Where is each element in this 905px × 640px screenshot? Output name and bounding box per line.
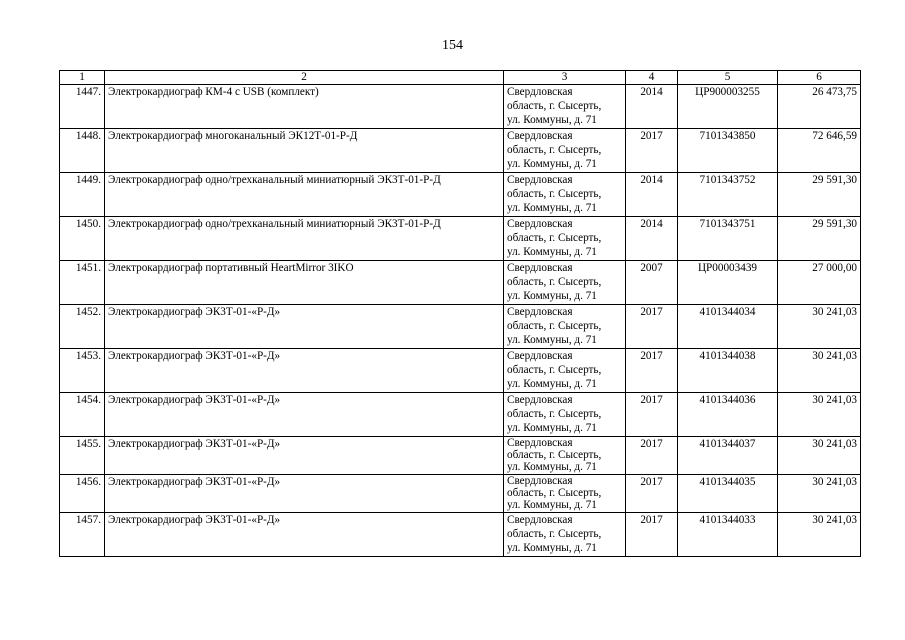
address-line: Свердловская	[507, 350, 573, 362]
item-name: Электрокардиограф одно/трехканальный миниатюрный ЭК3Т-01-Р-Д	[105, 173, 504, 217]
address-line: Свердловская	[507, 218, 573, 230]
item-name: Электрокардиограф одно/трехканальный миниатюрный ЭК3Т-01-Р-Д	[105, 217, 504, 261]
row-number: 1449.	[60, 173, 105, 217]
address-line: ул. Коммуны, д. 71	[507, 422, 597, 434]
address-line: ул. Коммуны, д. 71	[507, 290, 597, 302]
item-name: Электрокардиограф ЭК3Т-01-«Р-Д»	[105, 475, 504, 513]
item-year: 2014	[626, 173, 678, 217]
address-line: область, г. Сысерть,	[507, 100, 602, 112]
item-cost: 30 241,03	[778, 475, 861, 513]
item-inventory-number: 4101344034	[678, 305, 778, 349]
item-address	[504, 475, 626, 513]
item-cost: 29 591,30	[778, 217, 861, 261]
address-line: Свердловская	[507, 130, 573, 142]
item-cost: 30 241,03	[778, 437, 861, 475]
item-address	[504, 305, 626, 349]
row-number: 1456.	[60, 475, 105, 513]
address-line: область, г. Сысерть,	[507, 144, 602, 156]
column-header: 1	[60, 71, 105, 85]
table-row	[60, 305, 861, 349]
address-line: область, г. Сысерть,	[507, 188, 602, 200]
item-name: Электрокардиограф ЭК3Т-01-«Р-Д»	[105, 437, 504, 475]
item-inventory-number: 4101344035	[678, 475, 778, 513]
address-line: ул. Коммуны, д. 71	[507, 158, 597, 170]
item-address	[504, 261, 626, 305]
address-line: область, г. Сысерть,	[507, 487, 602, 499]
item-cost: 72 646,59	[778, 129, 861, 173]
address-line: Свердловская	[507, 86, 573, 98]
table-header-row	[60, 71, 861, 85]
table-row	[60, 475, 861, 513]
address-line: ул. Коммуны, д. 71	[507, 114, 597, 126]
item-address	[504, 349, 626, 393]
item-year: 2014	[626, 85, 678, 129]
column-header: 4	[626, 71, 678, 85]
item-address	[504, 129, 626, 173]
row-number: 1453.	[60, 349, 105, 393]
address-line: Свердловская	[507, 394, 573, 406]
column-header: 6	[778, 71, 861, 85]
address-line: ул. Коммуны, д. 71	[507, 499, 597, 511]
table-row	[60, 217, 861, 261]
item-address	[504, 393, 626, 437]
item-cost: 29 591,30	[778, 173, 861, 217]
item-year: 2007	[626, 261, 678, 305]
address-line: область, г. Сысерть,	[507, 408, 602, 420]
item-year: 2017	[626, 129, 678, 173]
table-row	[60, 173, 861, 217]
item-address	[504, 85, 626, 129]
address-line: Свердловская	[507, 437, 573, 449]
row-number: 1448.	[60, 129, 105, 173]
item-cost: 30 241,03	[778, 513, 861, 557]
table-row	[60, 85, 861, 129]
address-line: ул. Коммуны, д. 71	[507, 542, 597, 554]
item-name: Электрокардиограф ЭК3Т-01-«Р-Д»	[105, 349, 504, 393]
item-year: 2014	[626, 217, 678, 261]
column-header: 2	[105, 71, 504, 85]
address-line: ул. Коммуны, д. 71	[507, 334, 597, 346]
item-year: 2017	[626, 349, 678, 393]
row-number: 1451.	[60, 261, 105, 305]
table-row	[60, 393, 861, 437]
item-cost: 30 241,03	[778, 393, 861, 437]
item-name: Электрокардиограф ЭК3Т-01-«Р-Д»	[105, 305, 504, 349]
item-name: Электрокардиограф КМ-4 с USB (комплект)	[105, 85, 504, 129]
item-name: Электрокардиограф портативный HeartMirror 3IKO	[105, 261, 504, 305]
item-inventory-number: 4101344037	[678, 437, 778, 475]
address-line: Свердловская	[507, 306, 573, 318]
item-name: Электрокардиограф ЭК3Т-01-«Р-Д»	[105, 393, 504, 437]
address-line: Свердловская	[507, 475, 573, 487]
table-row	[60, 129, 861, 173]
address-line: ул. Коммуны, д. 71	[507, 378, 597, 390]
item-name: Электрокардиограф ЭК3Т-01-«Р-Д»	[105, 513, 504, 557]
item-year: 2017	[626, 305, 678, 349]
address-line: ул. Коммуны, д. 71	[507, 202, 597, 214]
item-cost: 27 000,00	[778, 261, 861, 305]
item-cost: 30 241,03	[778, 305, 861, 349]
address-line: Свердловская	[507, 262, 573, 274]
page-number: 154	[442, 38, 463, 53]
address-line: область, г. Сысерть,	[507, 364, 602, 376]
item-inventory-number: 7101343850	[678, 129, 778, 173]
item-inventory-number: 4101344036	[678, 393, 778, 437]
address-line: область, г. Сысерть,	[507, 449, 602, 461]
column-header: 5	[678, 71, 778, 85]
item-cost: 26 473,75	[778, 85, 861, 129]
item-address	[504, 437, 626, 475]
item-name: Электрокардиограф многоканальный ЭК12Т-01-Р-Д	[105, 129, 504, 173]
item-inventory-number: 7101343751	[678, 217, 778, 261]
item-year: 2017	[626, 393, 678, 437]
address-line: Свердловская	[507, 514, 573, 526]
address-line: область, г. Сысерть,	[507, 320, 602, 332]
item-inventory-number: 4101344038	[678, 349, 778, 393]
row-number: 1457.	[60, 513, 105, 557]
address-line: область, г. Сысерть,	[507, 232, 602, 244]
address-line: ул. Коммуны, д. 71	[507, 461, 597, 473]
row-number: 1450.	[60, 217, 105, 261]
item-year: 2017	[626, 475, 678, 513]
address-line: область, г. Сысерть,	[507, 528, 602, 540]
item-address	[504, 513, 626, 557]
row-number: 1452.	[60, 305, 105, 349]
item-cost: 30 241,03	[778, 349, 861, 393]
item-address	[504, 173, 626, 217]
item-inventory-number: 4101344033	[678, 513, 778, 557]
address-line: Свердловская	[507, 174, 573, 186]
table-row	[60, 437, 861, 475]
table-row	[60, 513, 861, 557]
item-inventory-number: ЦР00003439	[678, 261, 778, 305]
address-line: область, г. Сысерть,	[507, 276, 602, 288]
item-inventory-number: 7101343752	[678, 173, 778, 217]
item-inventory-number: ЦР900003255	[678, 85, 778, 129]
row-number: 1454.	[60, 393, 105, 437]
item-year: 2017	[626, 513, 678, 557]
table-row	[60, 349, 861, 393]
column-header: 3	[504, 71, 626, 85]
item-year: 2017	[626, 437, 678, 475]
row-number: 1455.	[60, 437, 105, 475]
address-line: ул. Коммуны, д. 71	[507, 246, 597, 258]
table-row	[60, 261, 861, 305]
item-address	[504, 217, 626, 261]
row-number: 1447.	[60, 85, 105, 129]
property-registry-table	[59, 70, 861, 557]
